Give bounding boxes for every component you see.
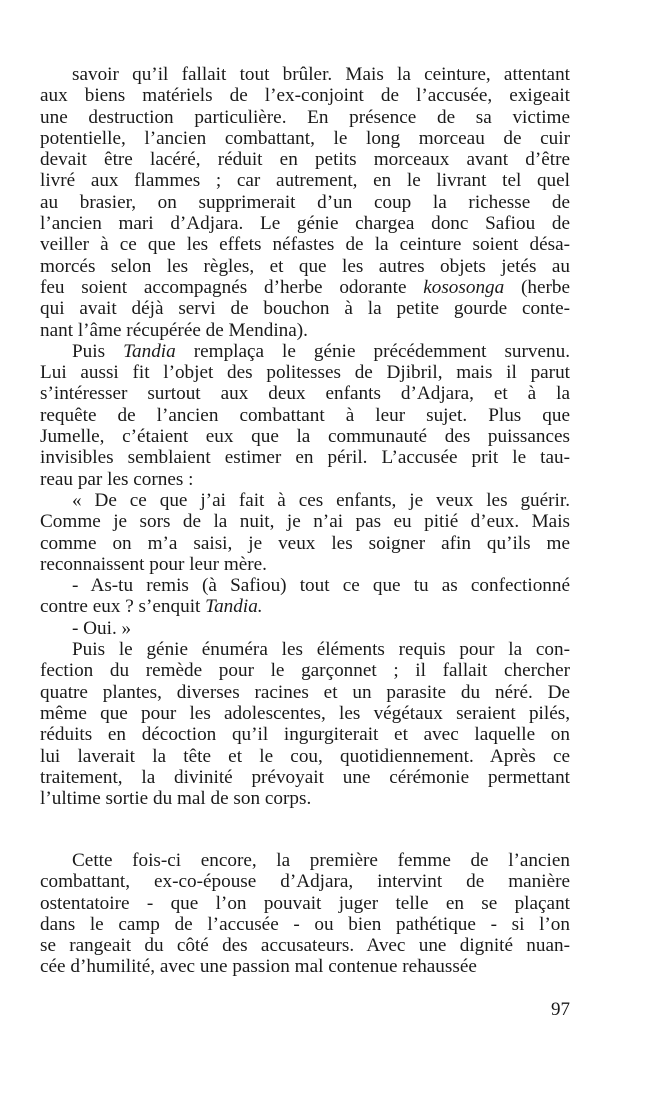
text-line: - Oui. »	[72, 617, 132, 639]
body-text-bottom	[40, 850, 570, 978]
text-line: - As-tu remis (à Safiou) tout ce que tu as confectionné	[72, 575, 570, 597]
text-line: potentielle, l’ancien combattant, le long morceau de cuir	[40, 127, 570, 149]
text-line: traitement, la divinité prévoyait une cérémonie permettant	[40, 766, 570, 788]
text-line: Lui aussi fit l’objet des politesses de Djibril, mais il parut	[40, 362, 570, 384]
text-line: comme on m’a saisi, je veux les soigner afin qu’ils me	[40, 532, 570, 554]
text-line: combattant, ex-co-épouse d’Adjara, intervint de manière	[40, 871, 570, 893]
text-line: savoir qu’il fallait tout brûler. Mais la ceinture, attentant	[72, 64, 570, 85]
text-line: « De ce que j’ai fait à ces enfants, je veux les guérir.	[72, 489, 570, 511]
text-line: ostentatoire - que l’on pouvait juger telle en se plaçant	[40, 892, 570, 914]
text-line: fection du remède pour le garçonnet ; il fallait chercher	[40, 660, 570, 682]
text-line: l’ancien mari d’Adjara. Le génie chargea donc Safiou de	[40, 213, 570, 235]
text-line: Puis le génie énuméra les éléments requis pour la con-	[72, 639, 570, 661]
text-line: aux biens matériels de l’ex-conjoint de l’accusée, exigeait	[40, 85, 570, 107]
text-line: une destruction particulière. En présence de sa victime	[40, 106, 570, 128]
text-line: livré aux flammes ; car autrement, en le livrant tel quel	[40, 170, 570, 192]
text-line: s’intéresser surtout aux deux enfants d’Adjara, et à la	[40, 383, 570, 405]
text-line: Puis Tandia remplaça le génie précédemment survenu.	[72, 340, 570, 362]
text-line: veiller à ce que les effets néfastes de la ceinture soient désa-	[40, 234, 570, 256]
text-line: devait être lacéré, réduit en petits morceaux avant d’être	[40, 149, 570, 171]
text-line: Cette fois-ci encore, la première femme de l’ancien	[72, 850, 570, 871]
text-line: reconnaissent pour leur mère.	[40, 553, 267, 575]
text-line: se rangeait du côté des accusateurs. Avec une dignité nuan-	[40, 935, 570, 957]
text-line: nant l’âme récupérée de Mendina).	[40, 319, 308, 341]
text-line: qui avait déjà servi de bouchon à la petite gourde conte-	[40, 298, 570, 320]
text-line: cée d’humilité, avec une passion mal contenue rehaussée	[40, 956, 477, 978]
text-line: l’ultime sortie du mal de son corps.	[40, 788, 312, 810]
text-line: même que pour les adolescentes, les végétaux seraient pilés,	[40, 702, 570, 724]
text-line: contre eux ? s’enquit Tandia.	[40, 596, 263, 618]
text-line: lui laverait la tête et le cou, quotidiennement. Après ce	[40, 745, 570, 767]
text-line: morcés selon les règles, et que les autres objets jetés au	[40, 255, 570, 277]
text-line: reau par les cornes :	[40, 468, 194, 490]
page-number: 97	[551, 999, 570, 1020]
text-line: dans le camp de l’accusée - ou bien pathétique - si l’on	[40, 913, 570, 935]
text-line: requête de l’ancien combattant à leur sujet. Plus que	[40, 404, 570, 426]
text-line: Jumelle, c’étaient eux que la communauté des puissances	[40, 426, 570, 448]
text-line: Comme je sors de la nuit, je n’ai pas eu pitié d’eux. Mais	[40, 511, 570, 533]
text-line: réduits en décoction qu’il ingurgiterait et avec laquelle on	[40, 724, 570, 746]
text-line: invisibles semblaient estimer en péril. L’accusée prit le tau-	[40, 447, 570, 469]
text-line: au brasier, on supprimerait d’un coup la richesse de	[40, 191, 570, 213]
body-text-top	[40, 64, 570, 809]
text-line: feu soient accompagnés d’herbe odorante kososonga (herbe	[40, 276, 570, 298]
text-line: quatre plantes, diverses racines et un parasite du néré. De	[40, 681, 570, 703]
